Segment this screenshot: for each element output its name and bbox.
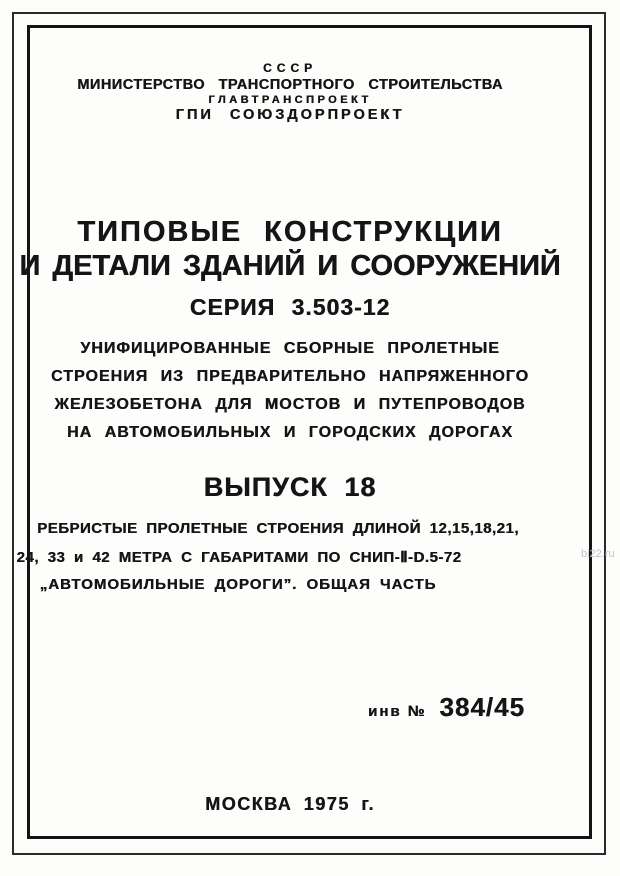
header-ministry: МИНИСТЕРСТВО ТРАНСПОРТНОГО СТРОИТЕЛЬСТВА bbox=[77, 77, 503, 93]
description-line: „АВТОМОБИЛЬНЫЕ ДОРОГИ”. ОБЩАЯ ЧАСТЬ bbox=[39, 576, 437, 593]
inventory-label: инв № bbox=[368, 703, 427, 720]
subtitle-line: ЖЕЛЕЗОБЕТОНА ДЛЯ МОСТОВ И ПУТЕПРОВОДОВ bbox=[54, 396, 526, 413]
header-org-glavtransproekt: ГЛАВТРАНСПРОЕКТ bbox=[208, 94, 372, 106]
header-org-soyuzdorproekt: ГПИ СОЮЗДОРПРОЕКТ bbox=[175, 107, 405, 123]
issue-label: ВЫПУСК 18 bbox=[203, 472, 377, 502]
subtitle-line: НА АВТОМОБИЛЬНЫХ И ГОРОДСКИХ ДОРОГАХ bbox=[66, 424, 514, 441]
header-country: СССР bbox=[262, 61, 317, 75]
description-line: 24, 33 и 42 МЕТРА С ГАБАРИТАМИ ПО СНИП-Ⅱ-D.5-72 bbox=[16, 549, 462, 566]
inventory-number-row bbox=[368, 692, 525, 723]
site-watermark: bi22.ru bbox=[581, 548, 615, 560]
description-line: РЕБРИСТЫЕ ПРОЛЕТНЫЕ СТРОЕНИЯ ДЛИНОЙ 12,15,18,21, bbox=[37, 520, 519, 537]
doc-title-line-2: И ДЕТАЛИ ЗДАНИЙ И СООРУЖЕНИЙ bbox=[19, 250, 561, 282]
doc-title-line-1: ТИПОВЫЕ КОНСТРУКЦИИ bbox=[77, 216, 503, 248]
imprint: МОСКВА 1975 г. bbox=[205, 794, 375, 814]
inventory-number: 384/45 bbox=[439, 692, 525, 722]
subtitle-line: УНИФИЦИРОВАННЫЕ СБОРНЫЕ ПРОЛЕТНЫЕ bbox=[80, 340, 500, 357]
subtitle-line: СТРОЕНИЯ ИЗ ПРЕДВАРИТЕЛЬНО НАПРЯЖЕННОГО bbox=[51, 368, 529, 385]
series-label: СЕРИЯ 3.503-12 bbox=[189, 294, 391, 320]
